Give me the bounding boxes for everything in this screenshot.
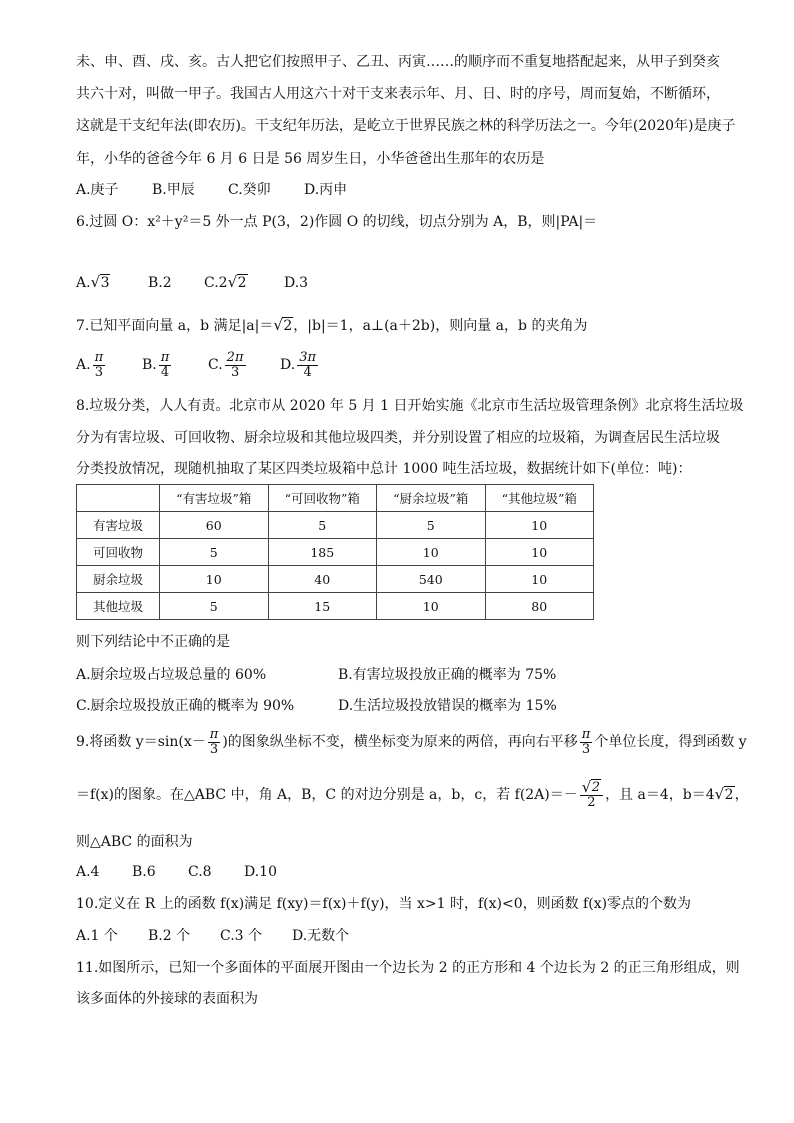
option-label: A. [76, 275, 91, 291]
table-cell: 厨余垃圾 [77, 566, 160, 593]
sqrt-symbol [228, 273, 248, 293]
table-cell: 10 [377, 593, 486, 620]
denominator: 3 [209, 741, 219, 757]
denominator: 3 [94, 364, 103, 380]
q8-line-1: 8.垃圾分类，人人有责。北京市从 2020 年 5 月 1 日开始实施《北京市生活垃圾管理条例》北京将生活垃圾 [76, 398, 744, 414]
q8-question: 则下列结论中不正确的是 [76, 634, 230, 650]
q9-text-part: ，且 a＝4，b＝4 [605, 787, 715, 803]
numerator: 2π [226, 349, 244, 365]
option-c: C.3 个 [220, 928, 263, 944]
q5-options [76, 180, 347, 200]
numerator [580, 781, 603, 796]
table-header: “厨余垃圾”箱 [377, 485, 486, 512]
table-cell: 10 [160, 566, 269, 593]
numerator: 3π [299, 349, 317, 365]
table-cell: 可回收物 [77, 539, 160, 566]
option-a [76, 348, 142, 382]
option-d: D.无数个 [292, 928, 350, 944]
table-cell: 60 [160, 512, 269, 539]
numerator: π [94, 349, 104, 365]
option-a: A.厨余垃圾占垃圾总量的 60% [76, 667, 267, 683]
option-b: B.甲辰 [152, 182, 195, 198]
fraction [580, 728, 593, 757]
option-label: B. [142, 357, 157, 373]
table-header: “有害垃圾”箱 [160, 485, 269, 512]
option-d: D.10 [244, 864, 277, 880]
q9-options [76, 862, 277, 882]
denominator: 3 [581, 741, 591, 757]
option-c [208, 348, 280, 382]
table-header-row [77, 485, 594, 512]
q8-options-row-2 [76, 696, 557, 716]
sqrt-symbol [582, 781, 601, 795]
table-cell: 5 [160, 593, 269, 620]
table-cell: 10 [377, 539, 486, 566]
fraction [225, 351, 246, 380]
q9-text-part: 9.将函数 y＝sin(x－ [76, 734, 206, 750]
option-b: B.6 [132, 864, 156, 880]
numerator: π [209, 726, 219, 742]
option-a: A.庚子 [76, 182, 119, 198]
q6-options [76, 273, 308, 293]
q7-text-pre: 7.已知平面向量 a，b 满足|a|＝ [76, 318, 274, 334]
radicand: 2 [724, 787, 734, 803]
fraction [297, 351, 318, 380]
q9-text-part: ＝f(x)的图象。在△ABC 中，角 A，B，C 的对边分别是 a，b，c，若 f(2A)＝－ [76, 787, 578, 803]
intro-line-4: 年，小华的爸爸今年 6 月 6 日是 56 周岁生日，小华爸爸出生那年的农历是 [76, 151, 545, 167]
denominator: 4 [303, 364, 312, 380]
q11-line-2: 该多面体的外接球的表面积为 [76, 991, 258, 1007]
sqrt-symbol [91, 273, 111, 293]
intro-line-2: 共六十对，叫做一甲子。我国古人用这六十对干支来表示年、月、日、时的序号，周而复始，不断循环， [76, 86, 720, 102]
denominator: 2 [587, 794, 596, 810]
numerator: π [581, 726, 591, 742]
option-c: C.厨余垃圾投放正确的概率为 90% [76, 698, 295, 714]
option-label: D. [280, 357, 296, 373]
q8-line-2: 分为有害垃圾、可回收物、厨余垃圾和其他垃圾四类，并分别设置了相应的垃圾箱，为调查居民生活垃圾 [76, 430, 720, 446]
table-cell: 5 [377, 512, 486, 539]
q9-text-part: ， [734, 787, 749, 803]
q9-line-1 [76, 725, 747, 759]
table-cell: 10 [485, 512, 594, 539]
option-d [280, 348, 320, 382]
garbage-table [76, 484, 594, 620]
table-cell: 有害垃圾 [77, 512, 160, 539]
table-header: “可回收物”箱 [268, 485, 377, 512]
option-label: C. [208, 357, 223, 373]
radicand: 2 [591, 779, 601, 795]
table-cell: 15 [268, 593, 377, 620]
q6-text: 6.过圆 O：x²＋y²＝5 外一点 P(3，2)作圆 O 的切线，切点分别为 A，B，则|PA|＝ [76, 214, 598, 230]
q7-options [76, 348, 320, 382]
option-d: D.3 [284, 275, 309, 291]
option-a [76, 273, 148, 293]
option-c: C.癸卯 [228, 182, 271, 198]
table-cell: 其他垃圾 [77, 593, 160, 620]
q10-options [76, 926, 349, 946]
option-a: A.4 [76, 864, 100, 880]
table-cell: 40 [268, 566, 377, 593]
q9-line-2 [76, 778, 749, 812]
option-d: D.丙申 [304, 182, 348, 198]
table-cell: 5 [268, 512, 377, 539]
table-header: “其他垃圾”箱 [485, 485, 594, 512]
q8-line-3: 分类投放情况，现随机抽取了某区四类垃圾箱中总计 1000 吨生活垃圾，数据统计如下(单位：吨)： [76, 461, 692, 477]
numerator: π [160, 349, 170, 365]
radicand: 3 [100, 275, 110, 291]
table-cell: 185 [268, 539, 377, 566]
fraction [159, 351, 172, 380]
q9-line-3: 则△ABC 的面积为 [76, 834, 193, 850]
intro-line-3: 这就是干支纪年法(即农历)。干支纪年历法，是屹立于世界民族之林的科学历法之一。今年(2020年)是庚子 [76, 118, 736, 134]
denominator: 4 [160, 364, 170, 380]
q7-text-post: ，|b|＝1，a⊥(a＋2b)，则向量 a，b 的夹角为 [293, 318, 588, 334]
option-b: B.2 [148, 275, 172, 291]
q10-text: 10.定义在 R 上的函数 f(x)满足 f(xy)＝f(x)＋f(y)，当 x>1 时，f(x)<0，则函数 f(x)零点的个数为 [76, 896, 692, 912]
table-row [77, 539, 594, 566]
table-header [77, 485, 160, 512]
table-cell: 80 [485, 593, 594, 620]
sqrt-symbol [273, 316, 293, 336]
q7-text [76, 316, 587, 336]
option-b: B.有害垃圾投放正确的概率为 75% [338, 667, 557, 683]
table-cell: 5 [160, 539, 269, 566]
option-b [142, 348, 208, 382]
sqrt-symbol [715, 778, 735, 812]
fraction [208, 728, 221, 757]
fraction [580, 781, 603, 810]
option-label: C.2 [204, 275, 228, 291]
option-c [204, 273, 284, 293]
table-cell: 10 [485, 539, 594, 566]
radicand: 2 [283, 318, 293, 334]
option-a: A.1 个 [76, 928, 118, 944]
q11-line-1: 11.如图所示，已知一个多面体的平面展开图由一个边长为 2 的正方形和 4 个边长为 2 的正三角形组成，则 [76, 960, 740, 976]
option-d: D.生活垃圾投放错误的概率为 15% [338, 698, 557, 714]
table-cell: 540 [377, 566, 486, 593]
table-row [77, 566, 594, 593]
denominator: 3 [230, 364, 240, 380]
radicand: 2 [237, 275, 247, 291]
option-label: A. [76, 357, 91, 373]
q9-text-part: 个单位长度，得到函数 y [594, 734, 747, 750]
table-row [77, 512, 594, 539]
option-b: B.2 个 [148, 928, 191, 944]
table-cell: 10 [485, 566, 594, 593]
q8-options-row-1 [76, 665, 556, 685]
intro-line-1: 未、申、酉、戌、亥。古人把它们按照甲子、乙丑、丙寅……的顺序而不重复地搭配起来，从甲子到癸亥 [76, 54, 720, 70]
option-c: C.8 [188, 864, 212, 880]
fraction [93, 351, 106, 380]
table-row [77, 593, 594, 620]
q9-text-part: )的图象纵坐标不变，横坐标变为原来的两倍，再向右平移 [222, 734, 578, 750]
